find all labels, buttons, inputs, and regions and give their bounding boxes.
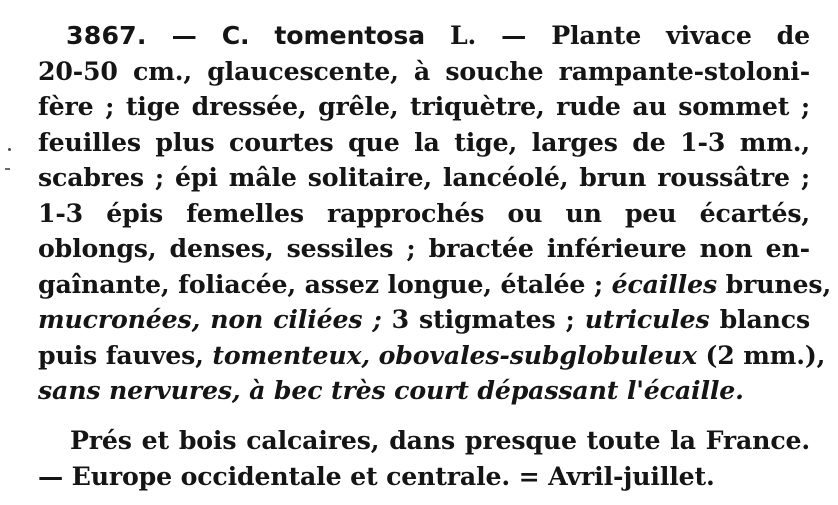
description-text: gaînante, foliacée, assez longue, étalée ; [38,268,603,299]
description-text: puis fauves, [38,339,204,370]
entry-line-8 [38,267,832,303]
entry-line-1 [38,18,810,54]
entry-number: 3867. [66,21,147,50]
entry-line-2: 20-50 cm., glaucescente, à souche rampante-stoloni- [38,55,810,86]
description-text: Plante vivace de [551,20,811,50]
description-text: (2 mm.), [705,339,826,370]
italic-term: sans nervures, à bec très court dépassant l'écaille. [38,375,744,405]
italic-term: utricules [584,304,710,334]
entry-line-10 [38,338,826,374]
entry-line-9 [38,302,810,338]
entry-line-5: scabres ; épi mâle solitaire, lancéolé, brun roussâtre ; [38,162,810,192]
italic-term: tomenteux, obovales-subglobuleux [212,339,697,370]
entry-line-6: 1-3 épis femelles rapprochés ou un peu écartés, [38,197,810,228]
margin-dot [8,148,11,151]
habitat-line-1: Prés et bois calcaires, dans presque toute la France. [70,425,810,455]
species-name: C. tomentosa [221,21,426,50]
habitat-paragraph [38,423,810,494]
entry-line-4: feuilles plus courtes que la tige, larges de 1-3 mm., [38,126,810,157]
description-text: brunes, [725,268,832,299]
habitat-line-2: — Europe occidentale et centrale. = Avril-juillet. [38,460,715,491]
species-entry [38,18,832,409]
entry-line-3: fère ; tige dressée, grêle, triquètre, rude au sommet ; [38,91,810,121]
description-text: 3 stigmates ; [391,304,575,334]
species-author: L. [450,20,477,50]
margin-marks [2,138,20,178]
entry-dash: — [171,20,197,50]
entry-line-7: oblongs, denses, sessiles ; bractée inférieure non en- [38,233,810,263]
entry-dash: — [501,20,527,50]
italic-term: mucronées, non ciliées ; [38,304,382,334]
description-text: blancs [719,304,811,334]
entry-line-11 [38,373,810,409]
margin-mark [5,168,10,170]
italic-term: écailles [611,268,718,299]
